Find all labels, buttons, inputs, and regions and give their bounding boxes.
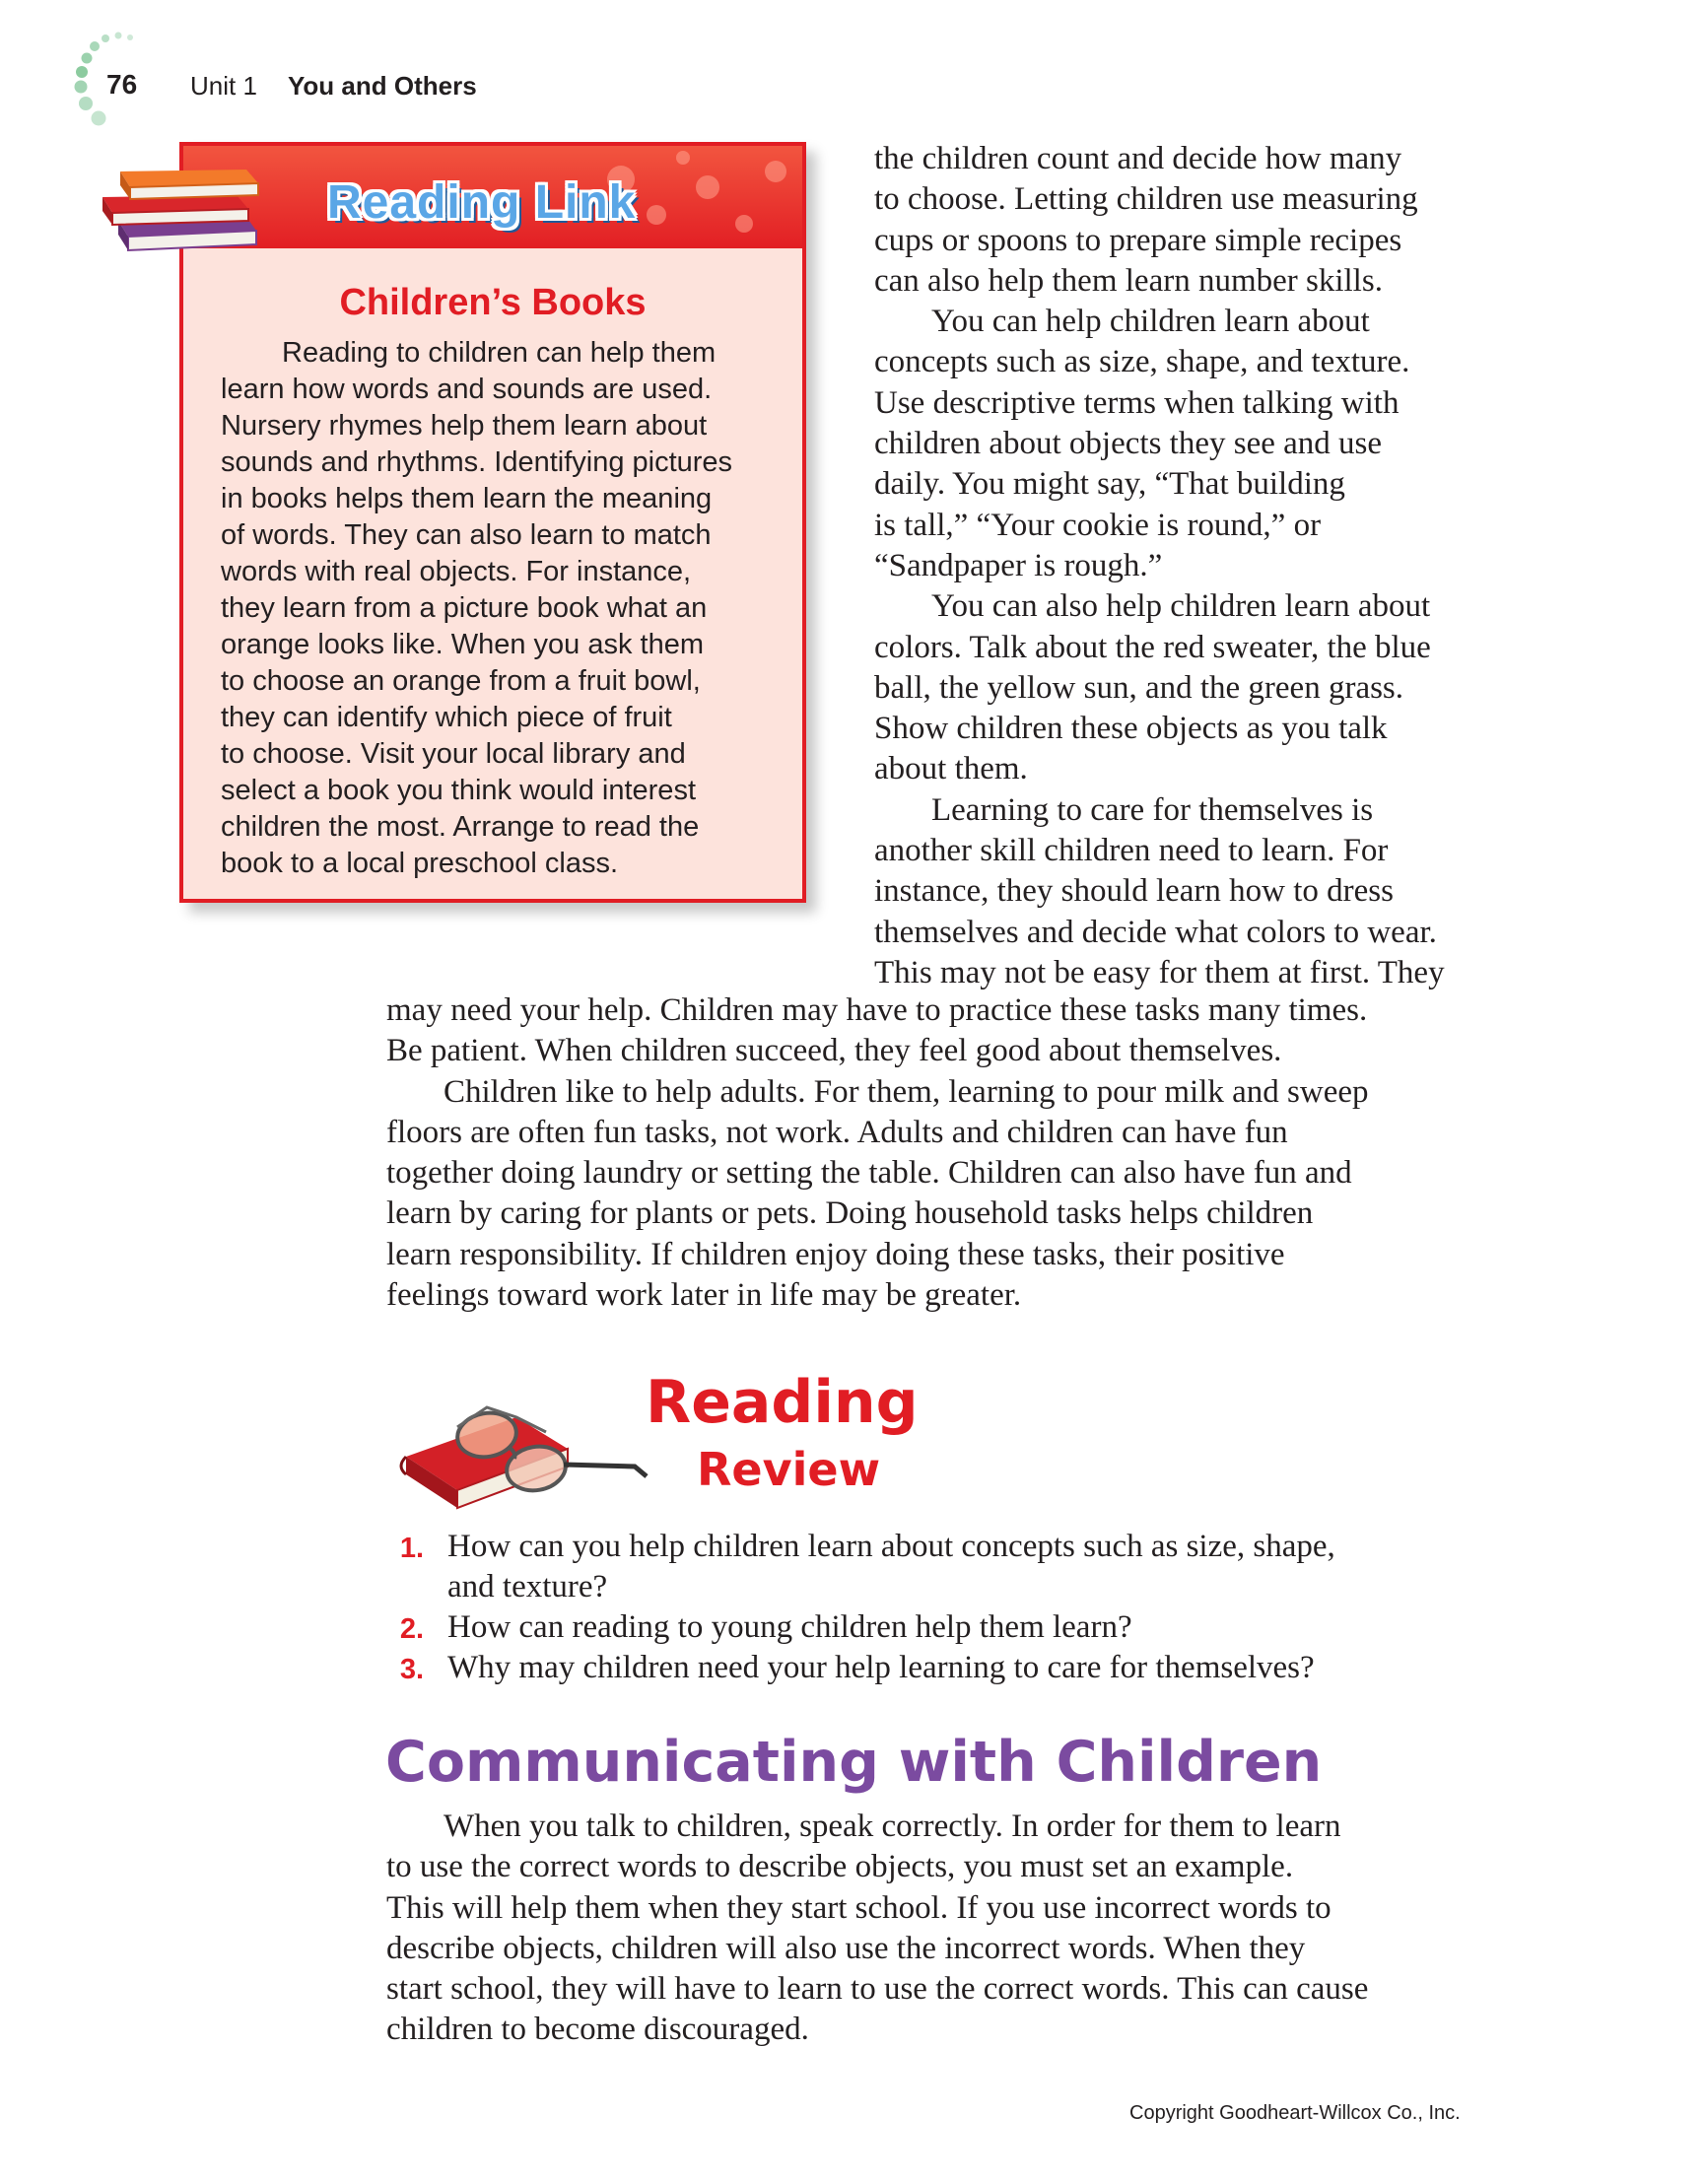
reading-link-line: to choose. Visit your local library and [221,738,686,770]
reading-link-line: words with real objects. For instance, [221,556,692,587]
body-line: feelings toward work later in life may be greater. [386,1277,1022,1314]
reading-link-line: in books helps them learn the meaning [221,483,713,514]
body-line: another skill children need to learn. For [874,833,1389,869]
section-body [386,1807,1368,2051]
body-line: concepts such as size, shape, and texture. [874,344,1410,380]
body-line: ball, the yellow sun, and the green grass. [874,669,1404,706]
copyright-notice: Copyright Goodheart-Willcox Co., Inc. [1129,2102,1461,2124]
body-line: When you talk to children, speak correctly. In order for them to learn [444,1809,1341,1844]
reading-link-line: book to a local preschool class. [221,848,618,879]
reading-link-body [221,335,779,882]
body-line: children to become discouraged. [386,2012,809,2048]
body-line: about them. [874,751,1028,787]
body-line: colors. Talk about the red sweater, the blue [874,629,1431,665]
reading-link-line: they can identify which piece of fruit [221,702,672,733]
body-line: “Sandpaper is rough.” [874,547,1163,583]
body-line: floors are often fun tasks, not work. Adults and children can have fun [386,1114,1288,1150]
question-number: 1. [399,1533,424,1564]
body-line: to use the correct words to describe objects, you must set an example. [386,1849,1294,1885]
reading-link-line: they learn from a picture book what an [221,592,708,624]
body-line: Use descriptive terms when talking with [874,384,1400,421]
question-line: Why may children need your help learning to care for themselves? [447,1650,1315,1685]
body-line: You can help children learn about [931,304,1370,340]
page-number: 76 [106,69,138,100]
body-line: This will help them when they start school. If you use incorrect words to [386,1889,1331,1926]
reading-link-line: to choose an orange from a fruit bowl, [221,665,701,697]
review-questions [386,1527,1470,1685]
body-line: You can also help children learn about [931,588,1431,625]
body-line: Learning to care for themselves is [931,791,1374,828]
body-line: the children count and decide how many [874,141,1402,176]
body-line: can also help them learn number skills. [874,262,1383,299]
body-line: themselves and decide what colors to wear. [874,914,1437,950]
section-heading: Communicating with Children [385,1730,1323,1795]
body-line: to choose. Letting children use measuring [874,181,1418,218]
reading-link-line: Nursery rhymes help them learn about [221,410,708,442]
question-line: How can you help children learn about concepts such as size, shape, [447,1529,1335,1564]
book-stack-icon [99,160,276,258]
body-line: learn by caring for plants or pets. Doing household tasks helps children [386,1195,1314,1232]
reading-link-subtitle: Children’s Books [339,282,647,323]
reading-link-line: Reading to children can help them [282,337,717,369]
body-line: daily. You might say, “That building [874,466,1345,503]
body-line: describe objects, children will also use the incorrect words. When they [386,1930,1306,1966]
body-line: This may not be easy for them at first. They [874,954,1445,990]
reading-review-subtitle: Review [697,1443,881,1496]
reading-link-line: learn how words and sounds are used. [221,374,713,405]
body-line: Children like to help adults. For them, learning to pour milk and sweep [444,1073,1369,1110]
body-line: cups or spoons to prepare simple recipes [874,222,1402,258]
right-column-text [874,139,1445,993]
question-number: 2. [399,1613,424,1645]
reading-link-title: Reading Link [327,176,637,229]
body-line: Be patient. When children succeed, they feel good about themselves. [386,1033,1282,1069]
question-number: 3. [399,1654,424,1685]
reading-link-line: of words. They can also learn to match [221,519,712,551]
reading-link-line: orange looks like. When you ask them [221,629,705,660]
unit-title: You and Others [288,71,477,101]
reading-link-header [183,146,802,248]
body-line: children about objects they see and use [874,426,1382,462]
reading-review-title: Reading [646,1368,919,1437]
body-line: start school, they will have to learn to use the correct words. This can cause [386,1971,1369,2008]
reading-link-line: select a book you think would interest [221,775,696,806]
book-with-glasses-icon [388,1388,664,1516]
body-line: instance, they should learn how to dress [874,873,1394,910]
question-line: and texture? [447,1569,608,1604]
unit-label: Unit 1 [190,71,257,101]
question-line: How can reading to young children help them learn? [447,1609,1132,1645]
reading-link-line: sounds and rhythms. Identifying pictures [221,446,733,478]
body-line: together doing laundry or setting the table. Children can also have fun and [386,1155,1352,1192]
full-width-text [386,990,1369,1316]
body-line: is tall,” “Your cookie is round,” or [874,507,1322,543]
reading-link-line: children the most. Arrange to read the [221,811,700,843]
body-line: Show children these objects as you talk [874,711,1388,747]
body-line: may need your help. Children may have to practice these tasks many times. [386,992,1368,1028]
body-line: learn responsibility. If children enjoy doing these tasks, their positive [386,1236,1285,1272]
